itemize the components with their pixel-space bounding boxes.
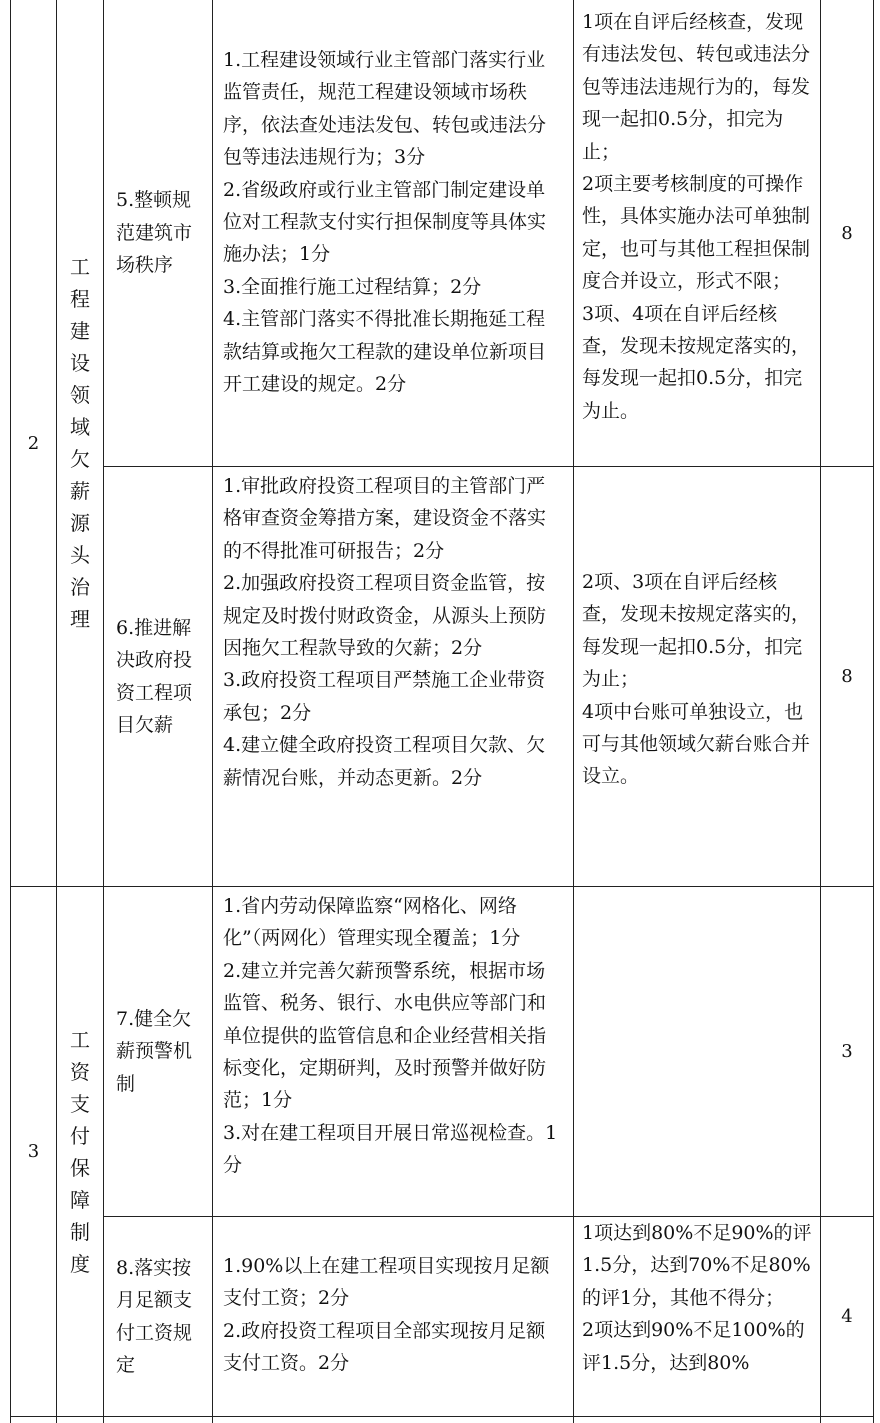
content-line: 2.政府投资工程项目全部实现按月足额支付工资。2分 (223, 1319, 546, 1375)
item-name-text: 6.推进解决政府投资工程项目欠薪 (116, 616, 193, 736)
scoring-notes (574, 6, 820, 466)
category-label (57, 887, 103, 1416)
content-line: 4.主管部门落实不得批准长期拖延工程款结算或拖欠工程款的建设单位新项目开工建设的规定。2分 (223, 308, 547, 396)
item-name (104, 1217, 212, 1416)
category-label (57, 0, 103, 886)
note-line: 4项中台账可单独设立，也可与其他领域欠薪台账合并设立。 (582, 700, 811, 788)
content-line: 3.全面推行施工过程结算；2分 (223, 275, 482, 298)
content-line: 1.省内劳动保障监察“网格化、网络化”（两网化）管理实现全覆盖；1分 (223, 895, 521, 950)
category-text: 工资支付保障制度 (70, 1027, 90, 1276)
item-content (213, 890, 573, 1216)
item-name (104, 467, 212, 886)
content-line: 3.对在建工程项目开展日常巡视检查。1分 (223, 1121, 558, 1177)
note-line: 2项达到90%不足100%的评1.5分，达到80% (582, 1319, 805, 1374)
item-content (213, 44, 573, 464)
row-number: 2 (27, 432, 40, 454)
item-name (104, 0, 212, 466)
item-name (104, 887, 212, 1216)
row-number: 3 (27, 1141, 40, 1162)
note-line: 1项达到80%不足90%的评1.5分，达到70%不足80%的评1分，其他不得分； (582, 1222, 812, 1309)
note-line: 1项在自评后经核查，发现有违法发包、转包或违法分包等违法违规行为的，每发现一起扣0.5分，扣完为止； (582, 11, 811, 163)
item-name-text: 7.健全欠薪预警机制 (116, 1007, 193, 1095)
note-line: 2项主要考核制度的可操作性，具体实施办法可单独制定，也可与其他工程担保制度合并设立，形式不限； (582, 173, 811, 293)
score-value: 3 (841, 1041, 853, 1062)
content-line: 1.审批政府投资工程项目的主管部门严格审查资金筹措方案，建设资金不落实的不得批准可研报告；2分 (223, 475, 547, 562)
item-content (213, 470, 573, 886)
content-line: 4.建立健全政府投资工程项目欠款、欠薪情况台账，并动态更新。2分 (223, 734, 546, 789)
category-text: 工程建设领域欠薪源头治理 (70, 255, 90, 631)
score-value: 8 (841, 222, 853, 244)
item-name-text: 5.整顿规范建筑市场秩序 (116, 189, 193, 277)
score-value: 8 (841, 666, 853, 687)
content-line: 3.政府投资工程项目严禁施工企业带资承包；2分 (223, 669, 546, 724)
item-name-text: 8.落实按月足额支付工资规定 (116, 1256, 193, 1376)
note-line: 3项、4项在自评后经核查，发现未按规定落实的，每发现一起扣0.5分，扣完为止。 (582, 302, 811, 422)
scoring-notes (574, 1217, 820, 1416)
score-value: 4 (841, 1306, 853, 1327)
note-line: 2项、3项在自评后经核查，发现未按规定落实的，每发现一起扣0.5分，扣完为止； (582, 571, 811, 691)
content-line: 2.加强政府投资工程项目资金监管，按规定及时拨付财政资金，从源头上预防因拖欠工程款导致的欠薪；2分 (223, 572, 547, 660)
content-line: 2.省级政府或行业主管部门制定建设单位对工程款支付实行担保制度等具体实施办法；1分 (223, 178, 547, 266)
content-line: 1.90%以上在建工程项目实现按月足额支付工资；2分 (223, 1255, 550, 1310)
item-content (213, 1250, 573, 1390)
scoring-notes (574, 566, 820, 806)
content-line: 1.工程建设领域行业主管部门落实行业监管责任，规范工程建设领域市场秩序，依法查处违法发包、转包或违法分包等违法违规行为；3分 (223, 49, 547, 169)
content-line: 2.建立并完善欠薪预警系统，根据市场监管、税务、银行、水电供应等部门和单位提供的监管信息和企业经营相关指标变化，定期研判，及时预警并做好防范；1分 (223, 959, 547, 1112)
